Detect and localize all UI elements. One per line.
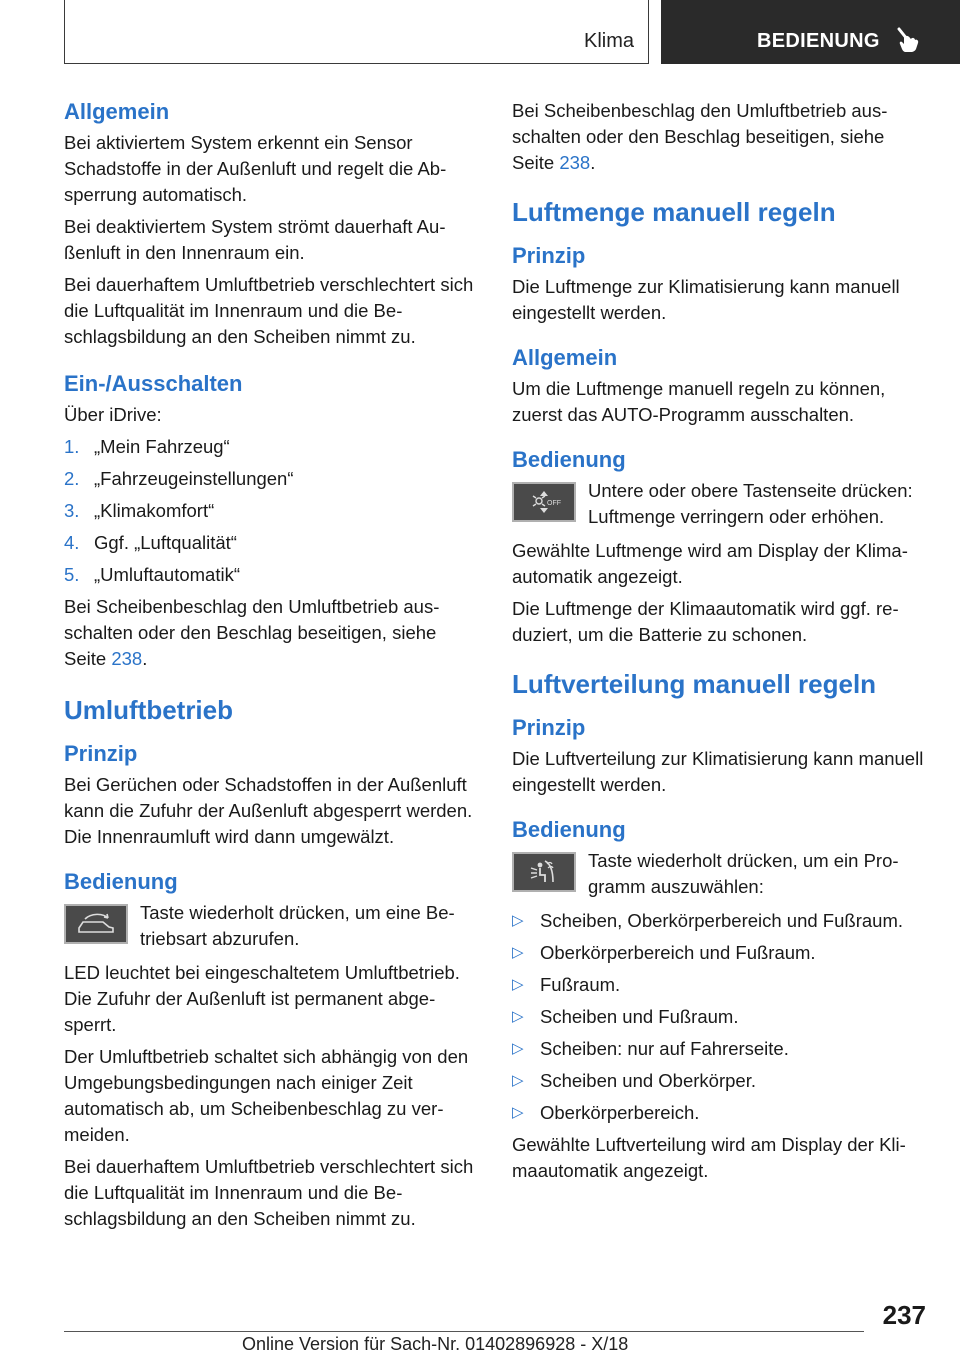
heading-prinzip: Prinzip bbox=[64, 741, 138, 766]
heading-umluftbetrieb: Umluftbetrieb bbox=[64, 695, 233, 725]
option-text: Scheiben: nur auf Fahrerseite. bbox=[540, 1038, 789, 1059]
header-chapter-box bbox=[661, 0, 960, 64]
list-item bbox=[64, 434, 480, 460]
air-distribution-icon bbox=[521, 858, 567, 886]
option-text: Fußraum. bbox=[540, 974, 621, 995]
triangle-bullet-icon: ▷ bbox=[512, 912, 524, 929]
paragraph: Gewählte Luftverteilung wird am Display der Klimaautomatik angezeigt. bbox=[512, 1134, 906, 1181]
paragraph bbox=[512, 98, 928, 176]
paragraph: Die Luftmenge zur Klimatisierung kann manuell eingestellt werden. bbox=[512, 276, 900, 323]
option-text: Oberkörperbereich und Fußraum. bbox=[540, 942, 816, 963]
triangle-bullet-icon: ▷ bbox=[512, 944, 524, 961]
option-text: Scheiben und Oberkörper. bbox=[540, 1070, 756, 1091]
list-item bbox=[512, 940, 928, 966]
step-text: „Mein Fahrzeug“ bbox=[94, 436, 230, 457]
paragraph: Der Umluftbetrieb schaltet sich abhängig von den Umgebungsbedingungen nach einiger Zeit automatisch ab, um Scheibenbeschlag zu vermeiden. bbox=[64, 1046, 469, 1145]
list-item bbox=[512, 1100, 928, 1126]
triangle-bullet-icon: ▷ bbox=[512, 976, 524, 993]
heading-allgemein: Allgemein bbox=[64, 99, 170, 124]
left-column bbox=[64, 98, 480, 1238]
paragraph: Über iDrive: bbox=[64, 404, 162, 425]
distribution-options-list bbox=[512, 908, 928, 1126]
heading-luftverteilung: Luftverteilung manuell regeln bbox=[512, 669, 877, 699]
button-description-text: Taste wiederholt drücken, um eine Betriebsart abzurufen. bbox=[140, 902, 455, 949]
paragraph-text: . bbox=[590, 152, 596, 173]
button-description bbox=[64, 900, 480, 952]
fan-off-label: OFF bbox=[547, 500, 561, 507]
heading-prinzip: Prinzip bbox=[512, 243, 586, 268]
page-number: 237 bbox=[882, 1300, 926, 1330]
triangle-bullet-icon: ▷ bbox=[512, 1104, 524, 1121]
list-item bbox=[64, 562, 480, 588]
page-link-238[interactable]: 238 bbox=[111, 648, 143, 669]
footer-text: Online Version für Sach-Nr. 01402896928 - X/18 bbox=[242, 1334, 629, 1354]
fan-off-icon bbox=[521, 488, 567, 516]
step-number: 5. bbox=[64, 564, 80, 585]
step-text: „Fahrzeugeinstellungen“ bbox=[94, 468, 294, 489]
step-number: 4. bbox=[64, 532, 80, 553]
step-number: 1. bbox=[64, 436, 80, 457]
heading-luftmenge: Luftmenge manuell regeln bbox=[512, 197, 836, 227]
list-item bbox=[512, 972, 928, 998]
step-text: Ggf. „Luftqualität“ bbox=[94, 532, 237, 553]
fan-button-image bbox=[512, 482, 576, 522]
heading-bedienung: Bedienung bbox=[64, 869, 178, 894]
header-chapter-title: BEDIENUNG bbox=[757, 30, 880, 52]
recirculation-button-image bbox=[64, 904, 128, 944]
list-item bbox=[512, 1004, 928, 1030]
recirculation-icon bbox=[73, 910, 119, 938]
list-item bbox=[512, 908, 928, 934]
button-description bbox=[512, 848, 928, 900]
heading-prinzip: Prinzip bbox=[512, 715, 586, 740]
option-text: Oberkörperbereich. bbox=[540, 1102, 700, 1123]
step-text: „Umluftautomatik“ bbox=[94, 564, 240, 585]
paragraph: Die Luftverteilung zur Klimatisierung kann manuell eingestellt werden. bbox=[512, 748, 924, 795]
heading-allgemein: Allgemein bbox=[512, 345, 618, 370]
paragraph: Bei Gerüchen oder Schadstoffen in der Außenluft kann die Zufuhr der Außenluft abgesperrt werden. Die Innenraumluft wird dann umgewälzt. bbox=[64, 774, 473, 847]
paragraph-text: Bei Scheibenbeschlag den Umluftbetrieb ausschalten oder den Beschlag beseitigen, siehe Seite bbox=[512, 100, 888, 173]
button-description bbox=[512, 478, 928, 530]
paragraph-text: . bbox=[142, 648, 148, 669]
heading-bedienung: Bedienung bbox=[512, 817, 626, 842]
header-section-title: Klima bbox=[583, 30, 634, 52]
paragraph: LED leuchtet bei eingeschaltetem Umluftbetrieb. Die Zufuhr der Außenluft ist permanent abgesperrt. bbox=[64, 962, 460, 1035]
list-item bbox=[64, 498, 480, 524]
option-text: Scheiben, Oberkörperbereich und Fußraum. bbox=[540, 910, 903, 931]
paragraph: Gewählte Luftmenge wird am Display der Klimaautomatik angezeigt. bbox=[512, 540, 908, 587]
page-link-238[interactable]: 238 bbox=[559, 152, 591, 173]
step-number: 3. bbox=[64, 500, 80, 521]
footer-divider bbox=[64, 1331, 864, 1332]
hand-pointer-icon bbox=[894, 26, 922, 54]
paragraph: Bei deaktiviertem System strömt dauerhaft Außenluft in den Innenraum ein. bbox=[64, 216, 446, 263]
button-description-text: Untere oder obere Tastenseite drücken: Luftmenge verringern oder erhöhen. bbox=[588, 480, 913, 527]
paragraph: Bei aktiviertem System erkennt ein Sensor Schadstoffe in der Außenluft und regelt die Absperrung automatisch. bbox=[64, 132, 447, 205]
triangle-bullet-icon: ▷ bbox=[512, 1040, 524, 1057]
triangle-bullet-icon: ▷ bbox=[512, 1008, 524, 1025]
paragraph: Um die Luftmenge manuell regeln zu können, zuerst das AUTO-Programm ausschalten. bbox=[512, 378, 886, 425]
option-text: Scheiben und Fußraum. bbox=[540, 1006, 739, 1027]
list-item bbox=[64, 530, 480, 556]
paragraph: Bei dauerhaftem Umluftbetrieb verschlechtert sich die Luftqualität im Innenraum und die Beschlagsbildung an den Scheiben nimmt zu. bbox=[64, 1156, 474, 1229]
heading-ein-ausschalten: Ein-/Ausschalten bbox=[64, 371, 243, 396]
list-item bbox=[64, 466, 480, 492]
right-column bbox=[512, 98, 928, 1190]
heading-bedienung: Bedienung bbox=[512, 447, 626, 472]
paragraph bbox=[64, 594, 480, 672]
paragraph-text: Bei Scheibenbeschlag den Umluftbetrieb ausschalten oder den Beschlag beseitigen, siehe Seite bbox=[64, 596, 440, 669]
header-section-box bbox=[64, 0, 649, 64]
paragraph: Bei dauerhaftem Umluftbetrieb verschlechtert sich die Luftqualität im Innenraum und die Beschlagsbildung an den Scheiben nimmt zu. bbox=[64, 274, 474, 347]
button-description-text: Taste wiederholt drücken, um ein Programm auszuwählen: bbox=[588, 850, 899, 897]
list-item bbox=[512, 1068, 928, 1094]
list-item bbox=[512, 1036, 928, 1062]
triangle-bullet-icon: ▷ bbox=[512, 1072, 524, 1089]
air-distribution-button-image bbox=[512, 852, 576, 892]
idrive-steps-list bbox=[64, 434, 480, 588]
step-number: 2. bbox=[64, 468, 80, 489]
step-text: „Klimakomfort“ bbox=[94, 500, 215, 521]
paragraph: Die Luftmenge der Klimaautomatik wird ggf. reduziert, um die Batterie zu schonen. bbox=[512, 598, 899, 645]
